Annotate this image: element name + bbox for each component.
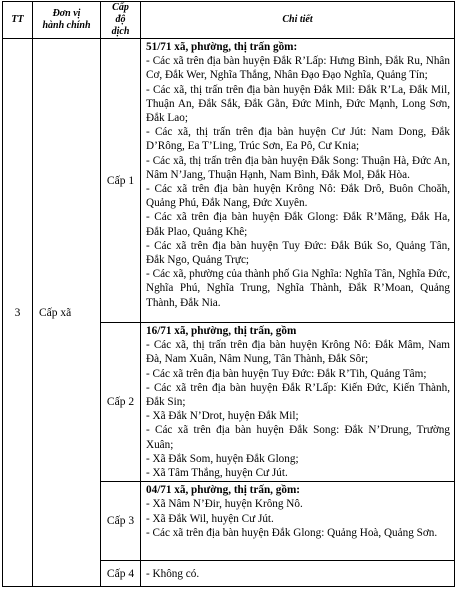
level-1-detail (141, 39, 455, 323)
list-item: - Xã Đắk N’Drot, huyện Đắk Mil; (146, 410, 299, 423)
admin-level-table (2, 1, 455, 587)
list-item: - Các xã trên địa bàn huyện Krông Nô: Đắk Drô, Buôn Choăh, Quảng Phú, Đắk Nang, Đức Xuyên. (146, 183, 450, 210)
level-3-heading: 04/71 xã, phường, thị trấn, gồm: (146, 484, 301, 497)
level-3-detail (141, 482, 455, 561)
row-unit: Cấp xã (33, 39, 101, 587)
list-item: - Các xã trên địa bàn huyện Đắk R’Lấp: Kiến Đức, Kiến Thành, Đắk Sin; (146, 381, 450, 409)
list-item: - Xã Đắk Som, huyện Đắk Glong; (146, 452, 299, 465)
header-tt: TT (3, 2, 33, 39)
row-tt: 3 (3, 39, 33, 587)
level-1-label: Cấp 1 (101, 39, 141, 323)
list-item: - Các xã, thị trấn trên địa bàn huyện Cư Jút: Nam Dong, Đắk D’Rông, Ea T’Ling, Trúc Sơn, Ea Pô, Cư Knia; (146, 126, 450, 153)
level-3-label: Cấp 3 (101, 482, 141, 561)
list-item: - Các xã trên địa bàn huyện Đắk Song: Đắk N’Drung, Trường Xuân; (146, 424, 450, 451)
list-item: - Các xã trên địa bàn huyện Đắk Glong: Đắk R’Măng, Đắk Ha, Đắk Plao, Quảng Khê; (146, 211, 450, 238)
list-item: - Các xã, thị trấn trên địa bàn huyện Krông Nô: Đắk Mâm, Nam Đà, Nam Xuân, Nâm Nung, Tân Thành, Đắk Sôr; (146, 339, 450, 366)
level-4-label: Cấp 4 (101, 561, 141, 587)
list-item: - Xã Nâm N’Đir, huyện Krông Nô. (146, 498, 303, 511)
level-2-label: Cấp 2 (101, 323, 141, 482)
level-4-detail (141, 561, 455, 587)
list-item: - Xã Đắk Wil, huyện Cư Jút. (146, 512, 274, 525)
list-item: - Các xã trên địa bàn huyện Tuy Đức: Đắk R’Tih, Quảng Tâm; (146, 367, 427, 380)
header-level: Cấp độ dịch (101, 2, 141, 39)
list-item: - Các xã, thị trấn trên địa bàn huyện Đắk Mil: Đắk R’La, Đắk Mil, Thuận An, Đắk Sắk, Đắk Gằn, Đức Minh, Đức Mạnh, Long Sơn, Đắk Lao; (146, 83, 450, 125)
level-2-detail (141, 323, 455, 482)
header-unit: Đơn vị hành chính (33, 2, 101, 39)
level-2-heading: 16/71 xã, phường, thị trấn, gồm (146, 325, 297, 337)
list-item: - Xã Tâm Thắng, huyện Cư Jút. (146, 467, 288, 480)
list-item: - Các xã trên địa bàn huyện Đắk Glong: Quảng Hoà, Quảng Sơn. (146, 526, 438, 539)
list-item: - Các xã, thị trấn trên địa bàn huyện Đắk Song: Thuận Hà, Đức An, Nâm N’Jang, Thuận Hạnh, Nam Bình, Đắk Mol, Đắk Hòa. (146, 154, 450, 181)
table-row (3, 39, 455, 323)
header-detail: Chi tiết (141, 2, 455, 39)
level-1-heading: 51/71 xã, phường, thị trấn gồm: (146, 41, 298, 53)
list-item: - Các xã trên địa bàn huyện Đắk R’Lấp: Hưng Bình, Đắk Ru, Nhân Cơ, Đắk Wer, Nghĩa Thắng, Nhân Đạo Đạo Nghĩa, Quảng Tín; (146, 55, 450, 82)
list-item: - Các xã trên địa bàn huyện Tuy Đức: Đắk Búk So, Quảng Tân, Đắk Ngo, Quảng Trực; (146, 239, 450, 267)
table-header-row (3, 2, 455, 39)
list-item: - Các xã, phường của thành phố Gia Nghĩa: Nghĩa Tân, Nghĩa Đức, Nghĩa Phú, Nghĩa Trung, Nghĩa Thành, Đắk R’Moan, Quảng Thành, Đắk Nia. (146, 268, 450, 309)
list-item: - Không có. (146, 567, 200, 580)
